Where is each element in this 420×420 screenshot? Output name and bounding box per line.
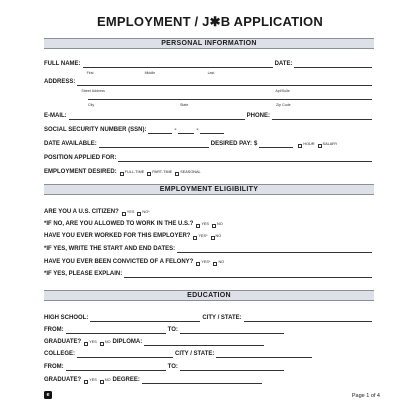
position-label: POSITION APPLIED FOR: [44, 155, 117, 161]
explain-label: *IF YES, PLEASE EXPLAIN: [44, 271, 123, 277]
hour-checkbox[interactable] [298, 144, 302, 148]
college-graduate-no-option: NO [104, 378, 111, 382]
college-from-label: FROM: [44, 364, 64, 370]
state-sublabel: State [180, 103, 189, 107]
college-city-state-field[interactable] [216, 352, 312, 358]
degree-field[interactable] [142, 378, 262, 384]
college-to-field[interactable] [180, 365, 284, 371]
ssn-sep-2: - [196, 127, 199, 133]
date-field[interactable] [294, 62, 372, 68]
high-school-from-field[interactable] [66, 328, 166, 334]
seasonal-option: SEASONAL [180, 170, 201, 174]
diploma-label: DIPLOMA: [112, 339, 143, 345]
worked-yes-checkbox[interactable] [193, 236, 197, 240]
salary-option: SALARY [322, 142, 338, 146]
high-school-city-state-label: CITY / STATE: [202, 315, 242, 321]
high-school-graduate-no-checkbox[interactable] [100, 342, 104, 346]
diploma-field[interactable] [144, 340, 264, 346]
citizen-row [44, 208, 374, 216]
explain-field[interactable] [124, 272, 372, 278]
explain-row [44, 270, 374, 278]
zip-sublabel: Zip Code [276, 103, 291, 107]
apt-sublabel: Apt/Suite [275, 89, 290, 93]
felony-yes-checkbox[interactable] [196, 262, 200, 266]
date-available-label: DATE AVAILABLE: [44, 141, 97, 147]
dates-label: *IF YES, WRITE THE START AND END DATES: [44, 246, 176, 252]
street-sublabel: Street Address [81, 89, 105, 93]
high-school-dates-row [44, 326, 374, 334]
part-time-option: PART-TIME [152, 170, 173, 174]
worked-no-option: NO [215, 234, 222, 238]
high-school-to-field[interactable] [180, 328, 284, 334]
section-header-education: EDUCATION [44, 290, 374, 301]
high-school-graduate-no-option: NO [104, 340, 111, 344]
ssn-label: SOCIAL SECURITY NUMBER (SSN): [44, 127, 147, 133]
position-row [44, 154, 374, 162]
college-label: COLLEGE: [44, 351, 75, 357]
high-school-graduate-yes-option: YES [89, 340, 97, 344]
dates-field[interactable] [177, 247, 372, 253]
email-field[interactable] [69, 114, 245, 120]
high-school-row [44, 314, 374, 322]
worked-no-checkbox[interactable] [211, 236, 215, 240]
ssn-field-1[interactable] [148, 128, 172, 134]
worked-row [44, 232, 374, 240]
felony-label: HAVE YOU EVER BEEN CONVICTED OF A FELONY? [44, 259, 194, 265]
ssn-sep-1: - [174, 127, 177, 133]
college-dates-row [44, 363, 374, 371]
high-school-graduate-yes-checkbox[interactable] [84, 342, 88, 346]
college-city-state-label: CITY / STATE: [175, 351, 215, 357]
phone-label: PHONE: [246, 113, 270, 119]
availability-row [44, 140, 374, 148]
allowed-yes-option: YES [201, 222, 209, 226]
ssn-field-2[interactable] [178, 128, 194, 134]
employment-desired-row [44, 168, 374, 176]
street-address-field[interactable] [77, 80, 372, 93]
citizen-yes-checkbox[interactable] [122, 212, 126, 216]
brand-logo-icon: e [44, 391, 52, 399]
high-school-field[interactable] [90, 316, 200, 322]
page-title: EMPLOYMENT / J✱B APPLICATION [97, 14, 323, 29]
worked-yes-option: YES* [198, 234, 208, 238]
section-header-eligibility: EMPLOYMENT ELIGIBILITY [44, 184, 374, 195]
full-name-label: FULL NAME: [44, 61, 81, 67]
college-graduate-yes-checkbox[interactable] [84, 380, 88, 384]
felony-yes-option: YES* [201, 260, 211, 264]
ssn-field-3[interactable] [200, 128, 224, 134]
college-from-field[interactable] [66, 365, 166, 371]
email-row [44, 112, 374, 120]
college-to-label: TO: [167, 364, 178, 370]
address-row [44, 78, 374, 93]
desired-pay-label: DESIRED PAY: [210, 141, 253, 147]
worked-label: HAVE YOU EVER WORKED FOR THIS EMPLOYER? [44, 233, 191, 239]
last-sublabel: Last [207, 71, 215, 75]
citizen-label: ARE YOU A U.S. CITIZEN? [44, 209, 119, 215]
citizen-no-checkbox[interactable] [137, 212, 141, 216]
full-time-checkbox[interactable] [120, 172, 124, 176]
email-label: E-MAIL: [44, 113, 67, 119]
allowed-yes-checkbox[interactable] [196, 224, 200, 228]
city-state-zip-field[interactable] [88, 94, 372, 107]
date-available-field[interactable] [99, 142, 209, 148]
section-header-personal: PERSONAL INFORMATION [44, 38, 374, 49]
allowed-no-checkbox[interactable] [212, 224, 216, 228]
citizen-yes-option: YES [126, 210, 135, 214]
high-school-label: HIGH SCHOOL: [44, 315, 89, 321]
high-school-from-label: FROM: [44, 327, 64, 333]
felony-no-option: NO [218, 260, 225, 264]
position-field[interactable] [118, 156, 372, 162]
allowed-no-option: NO [216, 222, 223, 226]
college-field[interactable] [77, 352, 173, 358]
full-time-option: FULL-TIME [124, 170, 145, 174]
college-graduate-row [44, 376, 374, 384]
full-name-row [44, 60, 374, 75]
hour-option: HOUR [303, 142, 315, 146]
full-name-field[interactable] [83, 62, 273, 75]
dates-row [44, 245, 374, 253]
high-school-to-label: TO: [167, 327, 178, 333]
date-label: DATE: [274, 61, 293, 67]
college-graduate-no-checkbox[interactable] [100, 380, 104, 384]
ssn-row [44, 126, 374, 134]
allowed-row [44, 220, 374, 228]
seasonal-checkbox[interactable] [175, 172, 179, 176]
felony-no-checkbox[interactable] [213, 262, 217, 266]
dollar-sign: $ [254, 141, 258, 147]
phone-field[interactable] [272, 114, 372, 120]
college-graduate-label: GRADUATE? [44, 377, 82, 383]
first-sublabel: First [86, 71, 94, 75]
desired-pay-field[interactable] [259, 142, 293, 148]
address-label: ADDRESS: [44, 79, 76, 85]
salary-checkbox[interactable] [318, 144, 322, 148]
college-graduate-yes-option: YES [89, 378, 97, 382]
middle-sublabel: Middle [144, 71, 156, 75]
allowed-label: *IF NO, ARE YOU ALLOWED TO WORK IN THE U.S.? [44, 221, 194, 227]
degree-label: DEGREE: [112, 377, 140, 383]
city-sublabel: City [88, 103, 95, 107]
employment-desired-label: EMPLOYMENT DESIRED: [44, 169, 117, 175]
high-school-city-state-field[interactable] [244, 316, 372, 322]
citizen-no-option: NO* [142, 210, 150, 214]
high-school-graduate-row [44, 338, 374, 346]
college-row [44, 350, 374, 358]
city-row [44, 94, 374, 107]
high-school-graduate-label: GRADUATE? [44, 339, 82, 345]
felony-row [44, 258, 374, 266]
page-number: Page 1 of 4 [351, 393, 380, 399]
part-time-checkbox[interactable] [147, 172, 151, 176]
